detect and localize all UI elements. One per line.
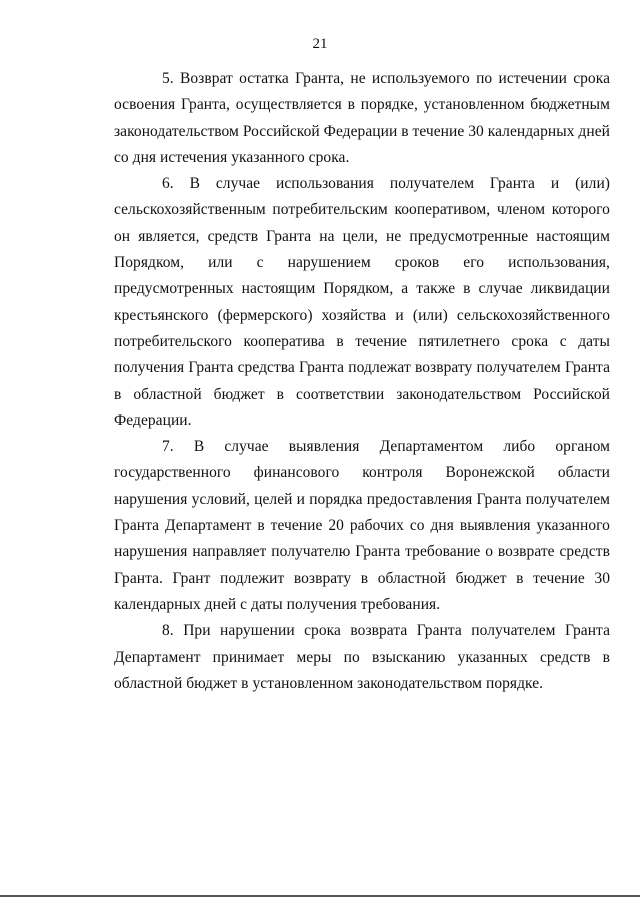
page-number: 21 <box>312 36 328 52</box>
paragraph-7: 7. В случае выявления Департаментом либо органом государственного финансового контроля Воронежской области нарушения условий, целей и порядка предоставления Гранта получателем Гранта Департамент в течение 20 рабочих со дня выявления указанного нарушения направляет получателю Гранта требование о возврате средств Гранта. Грант подлежит возврату в областной бюджет в течение 30 календарных дней с даты получения требования. <box>114 438 610 613</box>
paragraph-6: 6. В случае использования получателем Гранта и (или) сельскохозяйственным потребительским кооперативом, членом которого он является, средств Гранта на цели, не предусмотренные настоящим Порядком, или с нарушением сроков его использования, предусмотренных настоящим Порядком, а также в случае ликвидации крестьянского (фермерского) хозяйства и (или) сельскохозяйственного потребительского кооператива в течение пятилетнего срока с даты получения Гранта средства Гранта подлежат возврату получателем Гранта в областной бюджет в соответствии законодательством Российской Федерации. <box>114 175 610 429</box>
scan-edge-line <box>0 895 640 897</box>
document-body <box>114 66 610 697</box>
paragraph-8: 8. При нарушении срока возврата Гранта получателем Гранта Департамент принимает меры по взысканию указанных средств в областной бюджет в установленном законодательством порядке. <box>114 622 610 692</box>
paragraph-5: 5. Возврат остатка Гранта, не используемого по истечении срока освоения Гранта, осуществляется в порядке, установленном бюджетным законодательством Российской Федерации в течение 30 календарных дней со дня истечения указанного срока. <box>114 70 610 166</box>
